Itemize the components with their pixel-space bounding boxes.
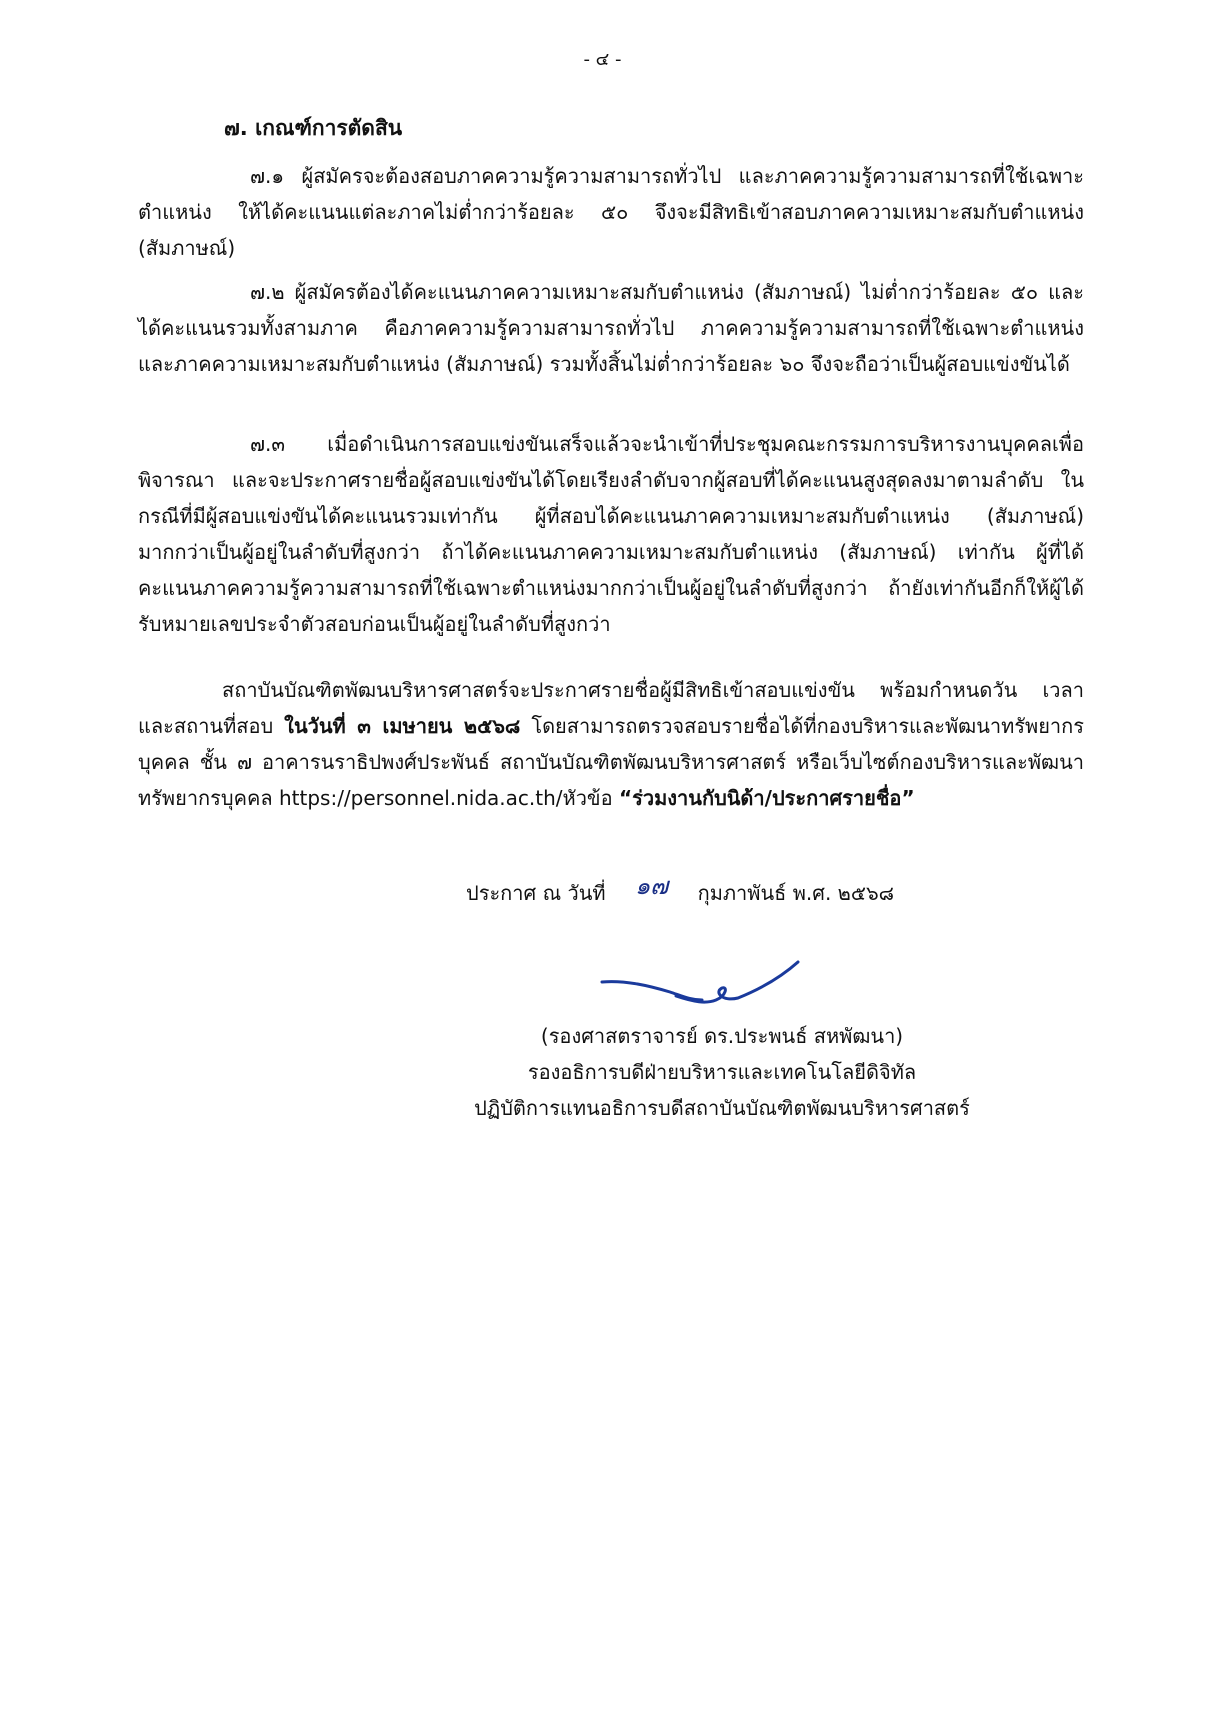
announcement-topic-link: “ร่วมงานกับนิด้า/ประกาศรายชื่อ” xyxy=(618,786,915,810)
section-heading: ๗. เกณฑ์การตัดสิน xyxy=(224,116,403,140)
signature-image xyxy=(598,956,804,1012)
announcement-text-1: สถาบันบัณฑิตพัฒนบริหารศาสตร์จะประกาศรายชื่อผู้มีสิทธิเข้าสอบแข่งขัน พร้อมกำหนดวัน เวลา และสถานที่สอบ xyxy=(138,678,1084,738)
announcement-text-2: โดยสามารถตรวจสอบรายชื่อได้ที่กองบริหารและพัฒนาทรัพยากรบุคคล ชั้น ๗ อาคารนราธิปพงศ์ประพันธ์ สถาบันบัณฑิตพัฒนบริหารศาสตร์ หรือเว็บไซต์กองบริหารและพัฒนาทรัพยากรบุคคล https://personnel.nida.ac.th/หัวข้อ xyxy=(138,714,1085,810)
criteria-paragraph-7-1: ๗.๑ ผู้สมัครจะต้องสอบภาคความรู้ความสามารถทั่วไป และภาคความรู้ความสามารถที่ใช้เฉพาะตำแหน่ง ให้ได้คะแนนแต่ละภาคไม่ต่ำกว่าร้อยละ ๕๐ จึงจะมีสิทธิเข้าสอบภาคความเหมาะสมกับตำแหน่ง (สัมภาษณ์) xyxy=(138,164,1084,260)
signatory-name: (รองศาสตราจารย์ ดร.ประพนธ์ สหพัฒนา) xyxy=(540,1024,904,1048)
announcement-dateline xyxy=(466,872,894,911)
signature-stroke-1 xyxy=(602,982,702,1000)
dateline-prefix: ประกาศ ณ วันที่ xyxy=(466,881,606,905)
signature-block xyxy=(420,1018,1024,1126)
criteria-paragraph-7-2: ๗.๒ ผู้สมัครต้องได้คะแนนภาคความเหมาะสมกับตำแหน่ง (สัมภาษณ์) ไม่ต่ำกว่าร้อยละ ๕๐ และได้คะแนนรวมทั้งสามภาค คือภาคความรู้ความสามารถทั่วไป ภาคความรู้ความสามารถที่ใช้เฉพาะตำแหน่ง และภาคความเหมาะสมกับตำแหน่ง (สัมภาษณ์) รวมทั้งสิ้นไม่ต่ำกว่าร้อยละ ๖๐ จึงจะถือว่าเป็นผู้สอบแข่งขันได้ xyxy=(138,280,1084,376)
dateline-suffix: กุมภาพันธ์ พ.ศ. ๒๕๖๘ xyxy=(697,881,895,905)
page-number: - ๔ - xyxy=(583,49,622,70)
signature-stroke-2 xyxy=(676,962,798,1002)
signatory-position: รองอธิการบดีฝ่ายบริหารและเทคโนโลยีดิจิทัล xyxy=(527,1060,917,1084)
signatory-acting-role: ปฏิบัติการแทนอธิการบดีสถาบันบัณฑิตพัฒนบริหารศาสตร์ xyxy=(474,1096,970,1120)
announcement-exam-date: ในวันที่ ๓ เมษายน ๒๕๖๘ xyxy=(284,714,521,738)
criteria-paragraph-7-3: ๗.๓ เมื่อดำเนินการสอบแข่งขันเสร็จแล้วจะนำเข้าที่ประชุมคณะกรรมการบริหารงานบุคคลเพื่อพิจารณา และจะประกาศรายชื่อผู้สอบแข่งขันได้โดยเรียงลำดับจากผู้สอบที่ได้คะแนนสูงสุดลงมาตามลำดับ ในกรณีที่มีผู้สอบแข่งขันได้คะแนนรวมเท่ากัน ผู้ที่สอบได้คะแนนภาคความเหมาะสมกับตำแหน่ง (สัมภาษณ์) มากกว่าเป็นผู้อยู่ในลำดับที่สูงกว่า ถ้าได้คะแนนภาคความเหมาะสมกับตำแหน่ง (สัมภาษณ์) เท่ากัน ผู้ที่ได้คะแนนภาคความรู้ความสามารถที่ใช้เฉพาะตำแหน่งมากกว่าเป็นผู้อยู่ในลำดับที่สูงกว่า ถ้ายังเท่ากันอีกก็ให้ผู้ได้รับหมายเลขประจำตัวสอบก่อนเป็นผู้อยู่ในลำดับที่สูงกว่า xyxy=(138,432,1084,636)
announcement-paragraph xyxy=(138,672,1084,816)
dateline-handwritten-day: ๑๗ xyxy=(634,872,669,900)
